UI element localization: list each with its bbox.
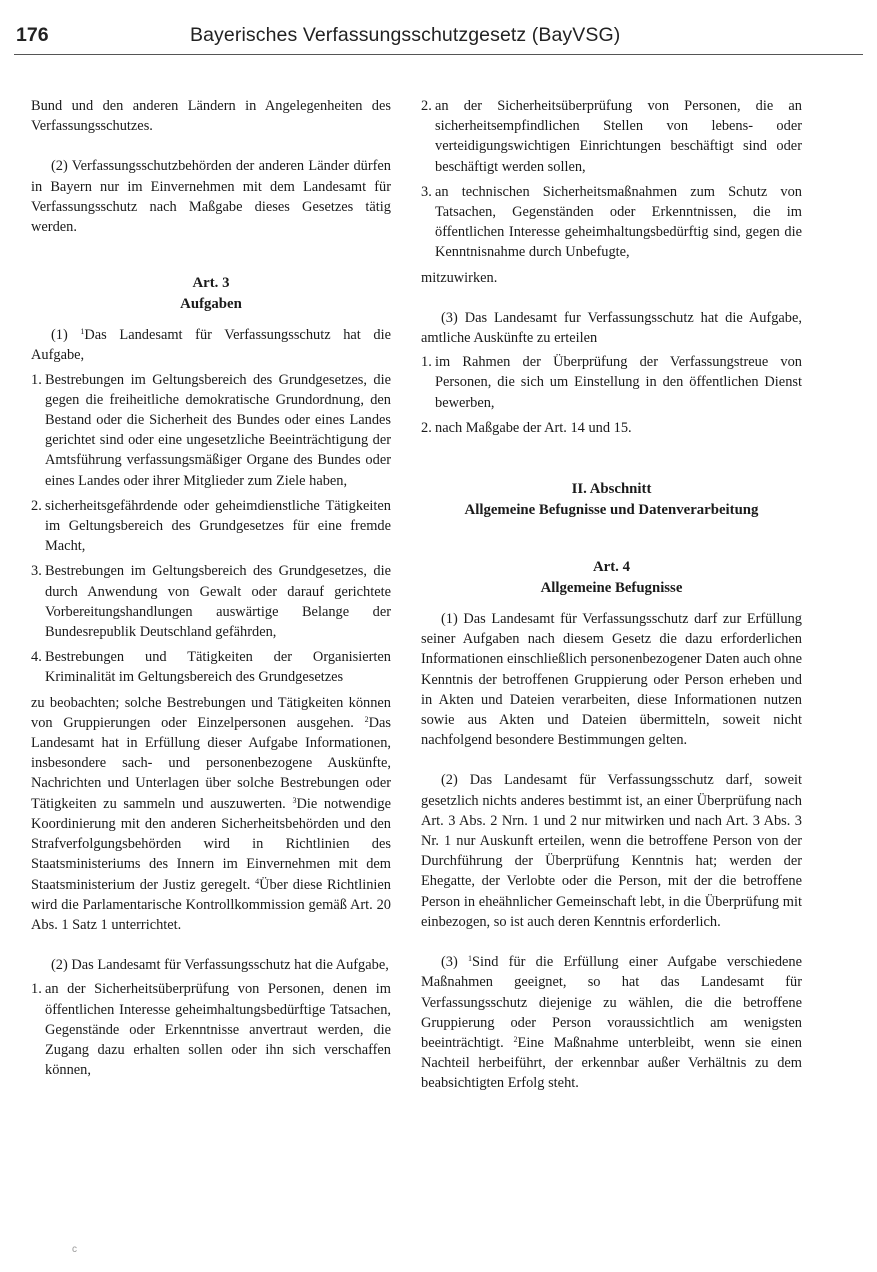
paragraph-art3-1: (1) $^1$Das Landesamt für Verfassungsschutz hat die Aufgabe, bbox=[31, 327, 391, 364]
list-item: 2. sicherheitsgefährdende oder geheimdienstliche Tätigkeiten im Geltungsbereich des Grundgesetzes für eine fremde Macht, bbox=[31, 497, 391, 555]
paragraph-art4-2: (2) Das Landesamt für Verfassungsschutz darf, soweit gesetzlich nichts anderes bestimmt ist, an einer Überprüfung nach Art. 3 Abs. 2 Nrn. 1 und 2 nur mitwirken und nach Art. 3 Abs. 3 Nr. 1 nur Auskunft erteilen, wenn die betroffene Person von der Durchführung der Überprüfung Kenntnis hat; werden der Ehegatte, der Verlobte oder die Person, mit der die betroffene Person in eheähnlicher Gemeinschaft lebt, in die Überprüfung mit einbezogen, so ist auch deren Kenntnis erforderlich. bbox=[421, 772, 802, 930]
paragraph-mitzuwirken: mitzuwirken. bbox=[421, 269, 498, 286]
list-item: 1. im Rahmen der Überprüfung der Verfassungstreue von Personen, die sich um Einstellung in den öffentlichen Dienst bewerben, bbox=[421, 354, 802, 411]
art3-list-1 bbox=[31, 370, 391, 688]
article-4-subtitle: Allgemeine Befugnisse bbox=[540, 580, 683, 597]
list-item: 1. an der Sicherheitsüberprüfung von Personen, denen im öffentlichen Interesse geheimhaltungsbedürftige Tatsachen, Gegenstände oder Erkenntnisse anvertraut werden, die Zugang dazu erhalten sollen oder ihn sich verschaffen können, bbox=[31, 981, 391, 1079]
article-3-title: Art. 3 bbox=[192, 275, 230, 292]
section-title: II. Abschnitt bbox=[571, 481, 652, 498]
page-number: 176 bbox=[16, 24, 49, 46]
page-mark: c bbox=[72, 1244, 77, 1255]
paragraph-art3-3: (3) Das Landesamt fur Verfassungsschutz hat die Aufgabe, amtliche Auskünfte zu erteilen bbox=[421, 309, 802, 347]
list-item: 2. nach Maßgabe der Art. 14 und 15. bbox=[421, 419, 632, 436]
paragraph-art2-2: (2) Verfassungsschutzbehörden der anderen Länder dürfen in Bayern nur im Einvernehmen mit dem Landesamt für Verfassungsschutz nach Maßgabe dieses Gesetzes tätig werden. bbox=[31, 158, 391, 236]
left-column bbox=[31, 96, 391, 1085]
running-title: Bayerisches Verfassungsschutzgesetz (BayVSG) bbox=[190, 24, 621, 46]
paragraph-art3-2: (2) Das Landesamt für Verfassungsschutz hat die Aufgabe, bbox=[51, 957, 389, 974]
page-header bbox=[14, 22, 863, 55]
paragraph-art4-3: (3) $^1$Sind für die Erfüllung einer Aufgabe verschiedene Maßnahmen geeignet, so hat das Landesamt für Verfassungsschutz diejenige zu wählen, die die betroffene Gruppierung oder Person voraussichtlich am wenigsten beeinträchtigt. $^2$Eine Maßnahme unterbleibt, wenn sie einen Nachteil herbeiführt, der erkennbar außer Verhältnis zu dem beabsichtigten Erfolg steht. bbox=[421, 954, 802, 1092]
paragraph-art3-closing: zu beobachten; solche Bestrebungen und Tätigkeiten können von Gruppierungen oder Einzelpersonen ausgehen. $^2$Das Landesamt hat in Erfüllung dieser Aufgabe Informationen, insbesondere sach- und personenbezogene Auskünfte, Nachrichten und Unterlagen über solche Bestrebungen oder Tätigkeiten zu sammeln und auszuwerten. $^3$Die notwendige Koordinierung mit den anderen Sicherheitsbehörden und den Strafverfolgungsbehörden wird in Richtlinien des Staatsministeriums des Innern im Einvernehmen mit dem Staatsministerium der Justiz geregelt. $^4$Über diese Richtlinien wird die Parlamentarische Kontrollkommission gemäß Art. 20 Abs. 1 Satz 1 unterrichtet. bbox=[31, 694, 392, 933]
list-item: 1. Bestrebungen im Geltungsbereich des Grundgesetzes, die gegen die freiheitliche demokratische Grundordnung, den Bestand oder die Sicherheit des Bundes oder eines Landes gerichtet sind oder eine ungesetzliche Beeinträchtigung der Amtsführung verfassungsmäßiger Organe des Bundes oder eines Landes oder ihrer Mitglieder zum Ziele haben, bbox=[31, 371, 391, 489]
section-subtitle: Allgemeine Befugnisse und Datenverarbeitung bbox=[464, 502, 759, 519]
article-4-title: Art. 4 bbox=[593, 559, 630, 576]
list-item: 2. an der Sicherheitsüberprüfung von Personen, die an sicherheitsempfindlichen Stellen von lebens- oder verteidigungswichtigen Einrichtungen beschäftigt sind oder beschäftigt werden sollen, bbox=[421, 98, 802, 175]
article-3-subtitle: Aufgaben bbox=[180, 296, 242, 313]
paragraph-art4-1: (1) Das Landesamt für Verfassungsschutz darf zur Erfüllung seiner Aufgaben nach diesem Gesetz die dazu erforderlichen Informationen einschließlich personenbezogener Daten auch ohne Kenntnis der betroffenen Gruppierung oder Person erheben und in Akten und Dateien verarbeiten, diese Informationen nutzen sowie aus Akten und Dateien übermitteln, soweit nicht nachfolgend besondere Bestimmungen gelten. bbox=[421, 611, 802, 749]
list-item: 3. an technischen Sicherheitsmaßnahmen zum Schutz von Tatsachen, Gegenständen oder Erkenntnissen, die im öffentlichen Interesse geheimhaltungsbedürftig sind, gegen die Kenntnisnahme durch Unbefugte, bbox=[421, 183, 802, 261]
paragraph-continuation: Bund und den anderen Ländern in Angelegenheiten des Verfassungsschutzes. bbox=[31, 98, 391, 135]
list-item: 4. Bestrebungen und Tätigkeiten der Organisierten Kriminalität im Geltungsbereich des Grundgesetzes bbox=[31, 649, 391, 686]
right-column bbox=[421, 96, 802, 1094]
list-item: 3. Bestrebungen im Geltungsbereich des Grundgesetzes, die durch Anwendung von Gewalt oder darauf gerichtete Vorbereitungshandlungen auswärtige Belange der Bundesrepublik Deutschland gefährden, bbox=[31, 563, 391, 641]
